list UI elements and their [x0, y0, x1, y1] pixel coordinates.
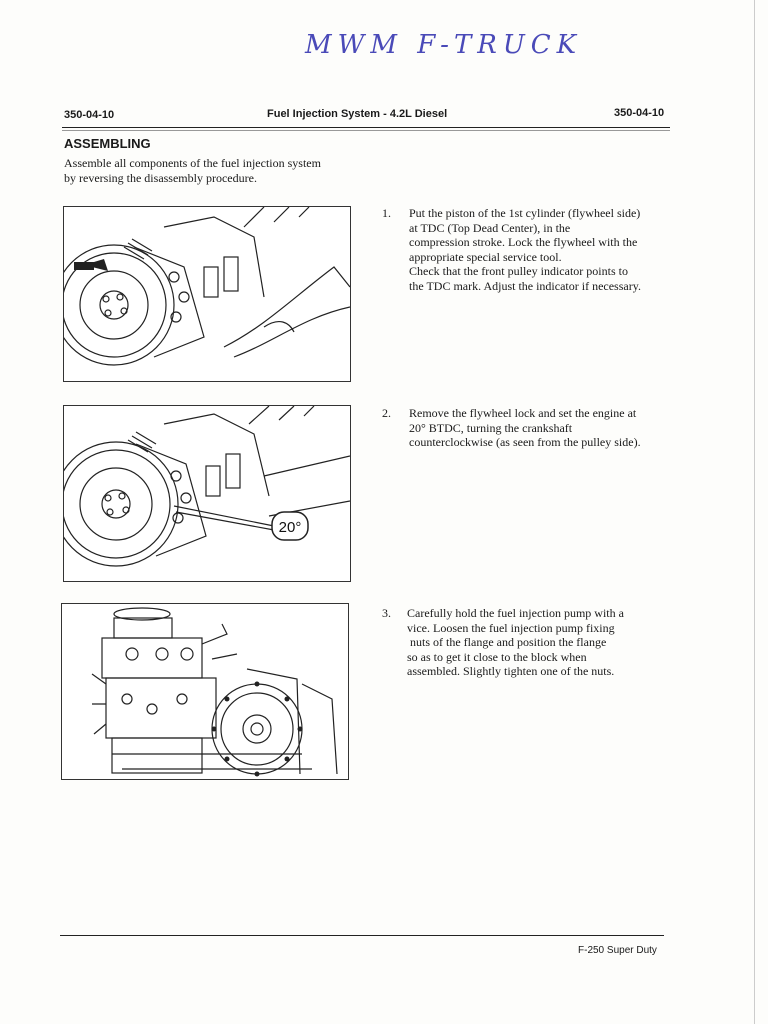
step-3-line: so as to get it close to the block when	[407, 649, 587, 664]
step-1-text	[409, 206, 679, 294]
figure-1-pulley-tdc	[63, 206, 351, 382]
step-3-line: nuts of the flange and position the flange	[407, 635, 607, 650]
step-2-line: Remove the flywheel lock and set the engine at	[409, 406, 637, 420]
step-2-line: counterclockwise (as seen from the pulley side).	[409, 435, 641, 450]
section-title: ASSEMBLING	[64, 136, 151, 151]
step-1-number: 1.	[382, 206, 391, 220]
step-1-line: the TDC mark. Adjust the indicator if necessary.	[409, 278, 641, 293]
handwritten-note: MWM F-TRUCK	[305, 30, 583, 60]
figure-2-pulley-btdc	[63, 405, 351, 582]
header-rule-secondary	[62, 130, 670, 131]
intro-line: Assemble all components of the fuel injection system	[64, 156, 321, 170]
header-title: Fuel Injection System - 4.2L Diesel	[267, 108, 448, 120]
figure-3-injection-pump	[61, 603, 349, 780]
step-1-line: Check that the front pulley indicator points to	[409, 264, 628, 279]
step-3-text	[407, 606, 677, 679]
header-section-code-left: 350-04-10	[64, 109, 115, 121]
figure-1-illustration	[64, 207, 350, 381]
step-3-number: 3.	[382, 606, 391, 620]
step-3-line: assembled. Slightly tighten one of the nuts.	[407, 664, 615, 679]
step-1-line: at TDC (Top Dead Center), in the	[409, 220, 571, 235]
figure-3-illustration	[62, 604, 348, 779]
figure-2-illustration	[64, 406, 350, 581]
footer-model: F-250 Super Duty	[578, 945, 657, 956]
step-3-line: Carefully hold the fuel injection pump with a	[407, 606, 624, 620]
step-2-line: 20° BTDC, turning the crankshaft	[409, 420, 573, 435]
section-intro	[64, 156, 364, 186]
scan-edge-line	[754, 0, 755, 1024]
intro-line: by reversing the disassembly procedure.	[64, 171, 257, 185]
header-section-code-right: 350-04-10	[614, 107, 665, 119]
step-1-line: appropriate special service tool.	[409, 249, 562, 264]
footer-rule	[60, 935, 664, 936]
angle-callout-label: 20°	[278, 519, 302, 536]
step-1-line: compression stroke. Lock the flywheel with the	[409, 235, 638, 250]
step-2-text	[409, 406, 679, 450]
step-3-line: vice. Loosen the fuel injection pump fixing	[407, 620, 615, 635]
header-rule	[62, 127, 670, 128]
step-1-line: Put the piston of the 1st cylinder (flywheel side)	[409, 206, 641, 220]
step-2-number: 2.	[382, 406, 391, 420]
